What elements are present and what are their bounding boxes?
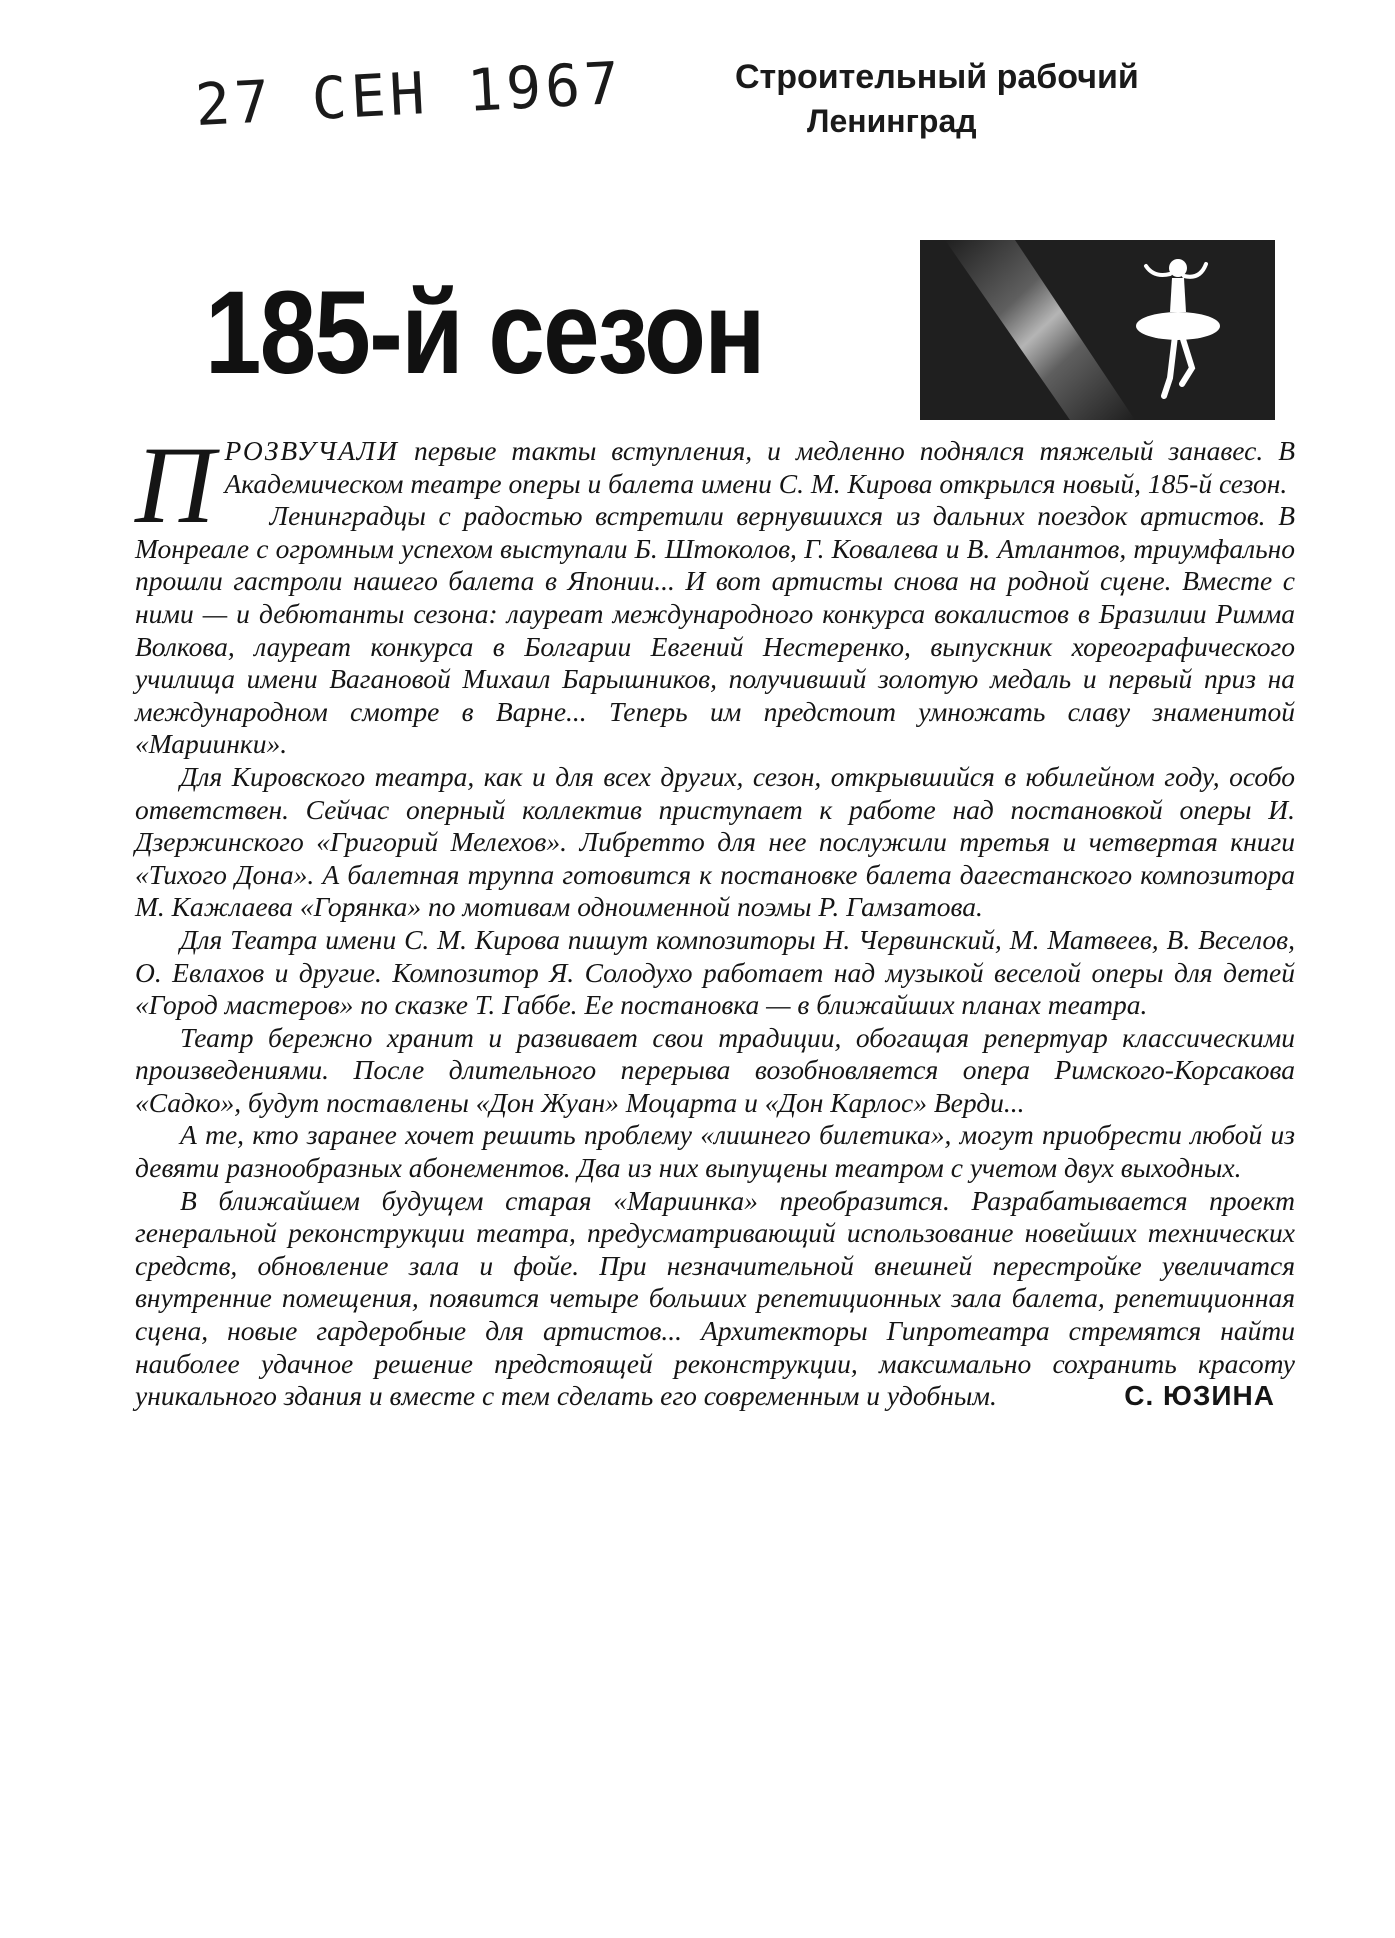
article-paragraph-last <box>135 1185 1295 1413</box>
ballerina-illustration <box>920 240 1275 420</box>
article-paragraph: Театр бережно хранит и развивает свои традиции, обогащая репертуар классическими произведениями. После длительного перерыва возобновляется опера Римского-Корсакова «Садко», будут поставлены «Дон Жуан» Моцарта и «Дон Карлос» Верди... <box>135 1021 1295 1118</box>
newspaper-source <box>735 58 1195 140</box>
headline: 185-й сезон <box>205 267 764 399</box>
article-paragraph: Ленинградцы с радостью встретили вернувшихся из дальних поездок артистов. В Монреале с огромным успехом выступали Б. Штоколов, Г. Ковалева и В. Атлантов, триумфально прошли гастроли нашего балета в Японии... И вот артисты снова на родной сцене. Вместе с ними — и дебютанты сезона: лауреат международного конкурса вокалистов в Бразилии Римма Волкова, лауреат конкурса в Болгарии Евгений Нестеренко, выпускник хореографического училища имени Вагановой Михаил Барышников, получивший золотую медаль и первый приз на международном смотре в Варне... Теперь им предстоит умножать славу знаменитой «Мариинки». <box>135 500 1295 760</box>
date-stamp: 27 СЕН 1967 <box>193 48 625 140</box>
article-lead-paragraph <box>135 424 1295 546</box>
drop-cap: П <box>135 424 215 546</box>
article-paragraph-text: В ближайшем будущем старая «Мариинка» преобразится. Разрабатывается проект генеральной реконструкции театра, предусматривающий использование новейших технических средств, обновление зала и фойе. При незначительной внешней перестройке увеличатся внутренние помещения, появится четыре больших репетиционных зала балета, репетиционная сцена, новые гардеробные для артистов... Архитекторы Гипротеатра стремятся найти наиболее удачное решение предстоящей реконструкции, максимально сохранить красоту уникального здания и вместе с тем сделать его современным и удобным. <box>135 1184 1295 1412</box>
newspaper-city: Ленинград <box>807 103 977 139</box>
newspaper-name: Строительный рабочий <box>735 58 1139 96</box>
lead-words: РОЗВУЧАЛИ <box>224 435 400 466</box>
article-paragraph: А те, кто заранее хочет решить проблему «лишнего билетика», могут приобрести любой из девяти разнообразных абонементов. Два из них выпущены театром с учетом двух выходных. <box>135 1119 1295 1184</box>
lead-text: первые такты вступления, и медленно поднялся тяжелый занавес. В Академическом театре оперы и балета имени С. М. Кирова открылся новый, 185-й сезон. <box>224 435 1295 499</box>
author-signature: С. ЮЗИНА <box>1124 1380 1275 1412</box>
article-paragraph: Для Театра имени С. М. Кирова пишут композиторы Н. Червинский, М. Матвеев, В. Веселов, О. Евлахов и другие. Композитор Я. Солодухо работает над музыкой веселой оперы для детей «Город мастеров» по сказке Т. Габбе. Ее постановка — в ближайших планах театра. <box>135 923 1295 1021</box>
article-paragraph: Для Кировского театра, как и для всех других, сезон, открывшийся в юбилейном году, особо ответствен. Сейчас оперный коллектив приступает к работе над постановкой оперы И. Дзержинского «Григорий Мелехов». Либретто для нее послужили третья и четвертая книги «Тихого Дона». А балетная труппа готовится к постановке балета дагестанского композитора М. Кажлаева «Горянка» по мотивам одноименной поэмы Р. Гамзатова. <box>135 760 1295 923</box>
article-body <box>135 424 1295 1835</box>
